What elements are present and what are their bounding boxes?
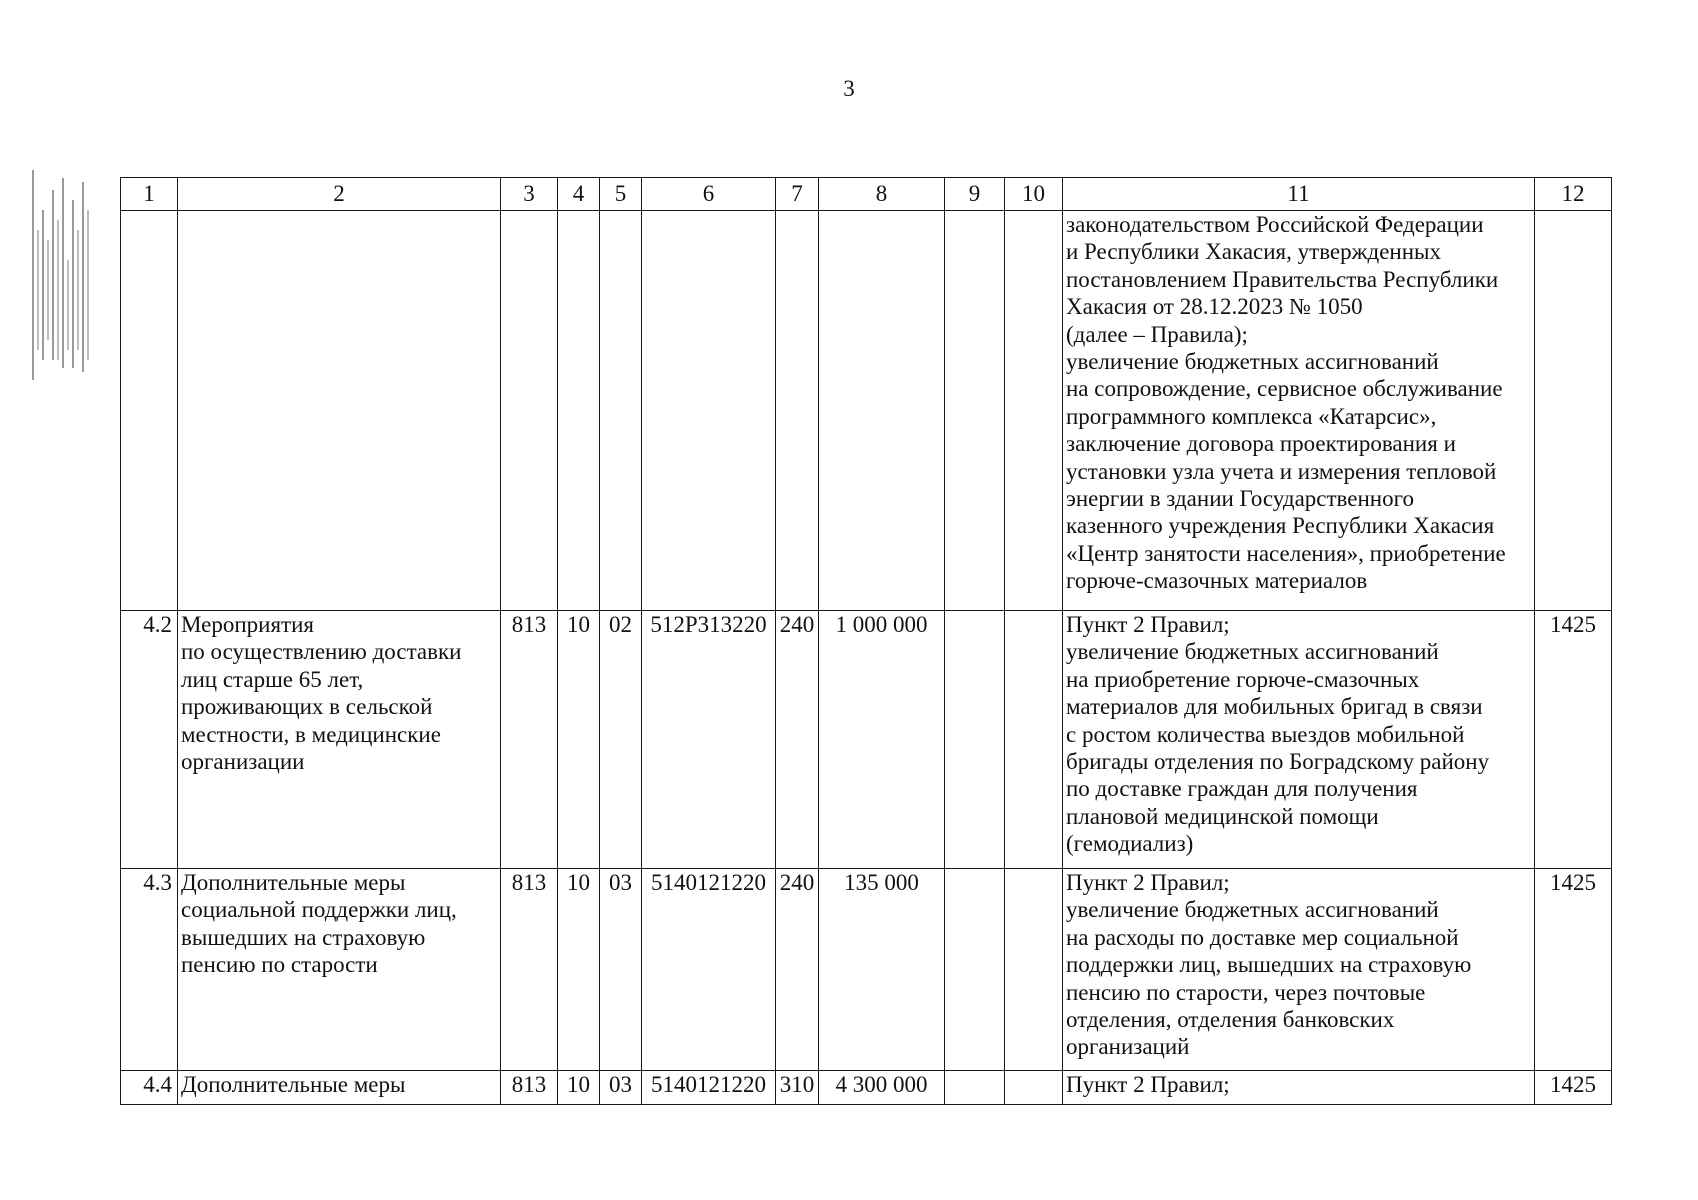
description-line: социальной поддержки лиц, xyxy=(181,897,457,923)
note-line: организаций xyxy=(1066,1034,1190,1060)
description-line: по осуществлению доставки xyxy=(181,639,462,665)
cell-col7 xyxy=(776,211,819,611)
column-header: 10 xyxy=(1005,178,1063,211)
note-line: бригады отделения по Боградскому району xyxy=(1066,749,1490,775)
cell-col3: 813 xyxy=(501,1071,558,1105)
column-header: 5 xyxy=(600,178,642,211)
margin-stamp xyxy=(28,170,92,382)
note-line: заключение договора проектирования и xyxy=(1066,431,1456,457)
note-line: поддержки лиц, вышедших на страховую xyxy=(1066,952,1472,978)
note-line: отделения, отделения банковских xyxy=(1066,1007,1395,1033)
column-header: 9 xyxy=(945,178,1005,211)
column-header: 7 xyxy=(776,178,819,211)
cell-col8: 4 300 000 xyxy=(819,1071,945,1105)
cell-col8: 135 000 xyxy=(819,869,945,1071)
column-header-row xyxy=(121,178,1612,211)
cell-note xyxy=(1063,1071,1535,1105)
cell-col3: 813 xyxy=(501,611,558,869)
budget-table xyxy=(120,177,1612,1105)
note-line: программного комплекса «Катарсис», xyxy=(1066,403,1437,429)
cell-note xyxy=(1063,211,1535,611)
description-line: Мероприятия xyxy=(181,612,314,637)
cell-col6 xyxy=(642,211,776,611)
description-line: лиц старше 65 лет, xyxy=(181,666,364,692)
cell-col9 xyxy=(945,611,1005,869)
note-line: законодательством Российской Федерации xyxy=(1066,212,1484,237)
note-line: (гемодиализ) xyxy=(1066,831,1194,857)
cell-col4: 10 xyxy=(558,611,600,869)
description-line: Дополнительные меры xyxy=(181,1072,406,1097)
cell-col10 xyxy=(1005,211,1063,611)
note-line: установки узла учета и измерения тепловой xyxy=(1066,458,1497,484)
note-line: Пункт 2 Правил; xyxy=(1066,612,1230,637)
note-line: Пункт 2 Правил; xyxy=(1066,870,1230,895)
note-line: по доставке граждан для получения xyxy=(1066,776,1418,802)
cell-col10 xyxy=(1005,1071,1063,1105)
note-line: казенного учреждения Республики Хакасия xyxy=(1066,513,1495,539)
cell-col6: 512Р313220 xyxy=(642,611,776,869)
note-line: пенсию по старости, через почтовые xyxy=(1066,979,1426,1005)
cell-col5: 02 xyxy=(600,611,642,869)
column-header: 2 xyxy=(178,178,501,211)
note-line: плановой медицинской помощи xyxy=(1066,803,1379,829)
cell-col5: 03 xyxy=(600,1071,642,1105)
cell-col9 xyxy=(945,1071,1005,1105)
cell-col4: 10 xyxy=(558,869,600,1071)
cell-col8: 1 000 000 xyxy=(819,611,945,869)
column-header: 1 xyxy=(121,178,178,211)
note-line: увеличение бюджетных ассигнований xyxy=(1066,349,1439,375)
column-header: 12 xyxy=(1535,178,1612,211)
note-line: постановлением Правительства Республики xyxy=(1066,266,1499,292)
cell-number: 4.4 xyxy=(121,1071,178,1105)
table-row xyxy=(121,1071,1612,1105)
column-header: 8 xyxy=(819,178,945,211)
note-line: горюче-смазочных материалов xyxy=(1066,568,1368,594)
cell-note xyxy=(1063,611,1535,869)
description-line: пенсию по старости xyxy=(181,952,378,978)
table-row xyxy=(121,611,1612,869)
note-line: «Центр занятости населения», приобретение xyxy=(1066,540,1506,566)
cell-col6: 5140121220 xyxy=(642,1071,776,1105)
cell-col4 xyxy=(558,211,600,611)
cell-description xyxy=(178,211,501,611)
column-header: 3 xyxy=(501,178,558,211)
cell-col5: 03 xyxy=(600,869,642,1071)
cell-col7: 240 xyxy=(776,869,819,1071)
table-row xyxy=(121,869,1612,1071)
cell-description xyxy=(178,611,501,869)
note-line: материалов для мобильных бригад в связи xyxy=(1066,694,1483,720)
column-header: 6 xyxy=(642,178,776,211)
cell-col12: 1425 xyxy=(1535,869,1612,1071)
cell-col9 xyxy=(945,869,1005,1071)
cell-description xyxy=(178,869,501,1071)
cell-col8 xyxy=(819,211,945,611)
description-line: проживающих в сельской xyxy=(181,694,433,720)
cell-col3 xyxy=(501,211,558,611)
note-line: на приобретение горюче-смазочных xyxy=(1066,666,1420,692)
note-line: Хакасия от 28.12.2023 № 1050 xyxy=(1066,294,1363,320)
cell-number: 4.2 xyxy=(121,611,178,869)
cell-col9 xyxy=(945,211,1005,611)
cell-number: 4.3 xyxy=(121,869,178,1071)
cell-col10 xyxy=(1005,611,1063,869)
description-line: организации xyxy=(181,749,305,775)
cell-col12: 1425 xyxy=(1535,611,1612,869)
description-line: вышедших на страховую xyxy=(181,924,426,950)
cell-col5 xyxy=(600,211,642,611)
cell-col12 xyxy=(1535,211,1612,611)
note-line: на расходы по доставке мер социальной xyxy=(1066,924,1459,950)
cell-col6: 5140121220 xyxy=(642,869,776,1071)
note-line: (далее – Правила); xyxy=(1066,321,1248,347)
cell-col10 xyxy=(1005,869,1063,1071)
note-line: на сопровождение, сервисное обслуживание xyxy=(1066,376,1503,402)
column-header: 4 xyxy=(558,178,600,211)
column-header: 11 xyxy=(1063,178,1535,211)
page-number: 3 xyxy=(843,76,855,101)
note-line: Пункт 2 Правил; xyxy=(1066,1072,1230,1097)
cell-col7: 310 xyxy=(776,1071,819,1105)
cell-col3: 813 xyxy=(501,869,558,1071)
note-line: и Республики Хакасия, утвержденных xyxy=(1066,239,1441,265)
description-line: местности, в медицинские xyxy=(181,721,441,747)
note-line: с ростом количества выездов мобильной xyxy=(1066,721,1465,747)
description-line: Дополнительные меры xyxy=(181,870,406,895)
cell-number xyxy=(121,211,178,611)
note-line: увеличение бюджетных ассигнований xyxy=(1066,897,1439,923)
note-line: энергии в здании Государственного xyxy=(1066,486,1414,512)
cell-description xyxy=(178,1071,501,1105)
cell-col7: 240 xyxy=(776,611,819,869)
note-line: увеличение бюджетных ассигнований xyxy=(1066,639,1439,665)
cell-note xyxy=(1063,869,1535,1071)
cell-col4: 10 xyxy=(558,1071,600,1105)
cell-col12: 1425 xyxy=(1535,1071,1612,1105)
table-row-continuation xyxy=(121,211,1612,611)
